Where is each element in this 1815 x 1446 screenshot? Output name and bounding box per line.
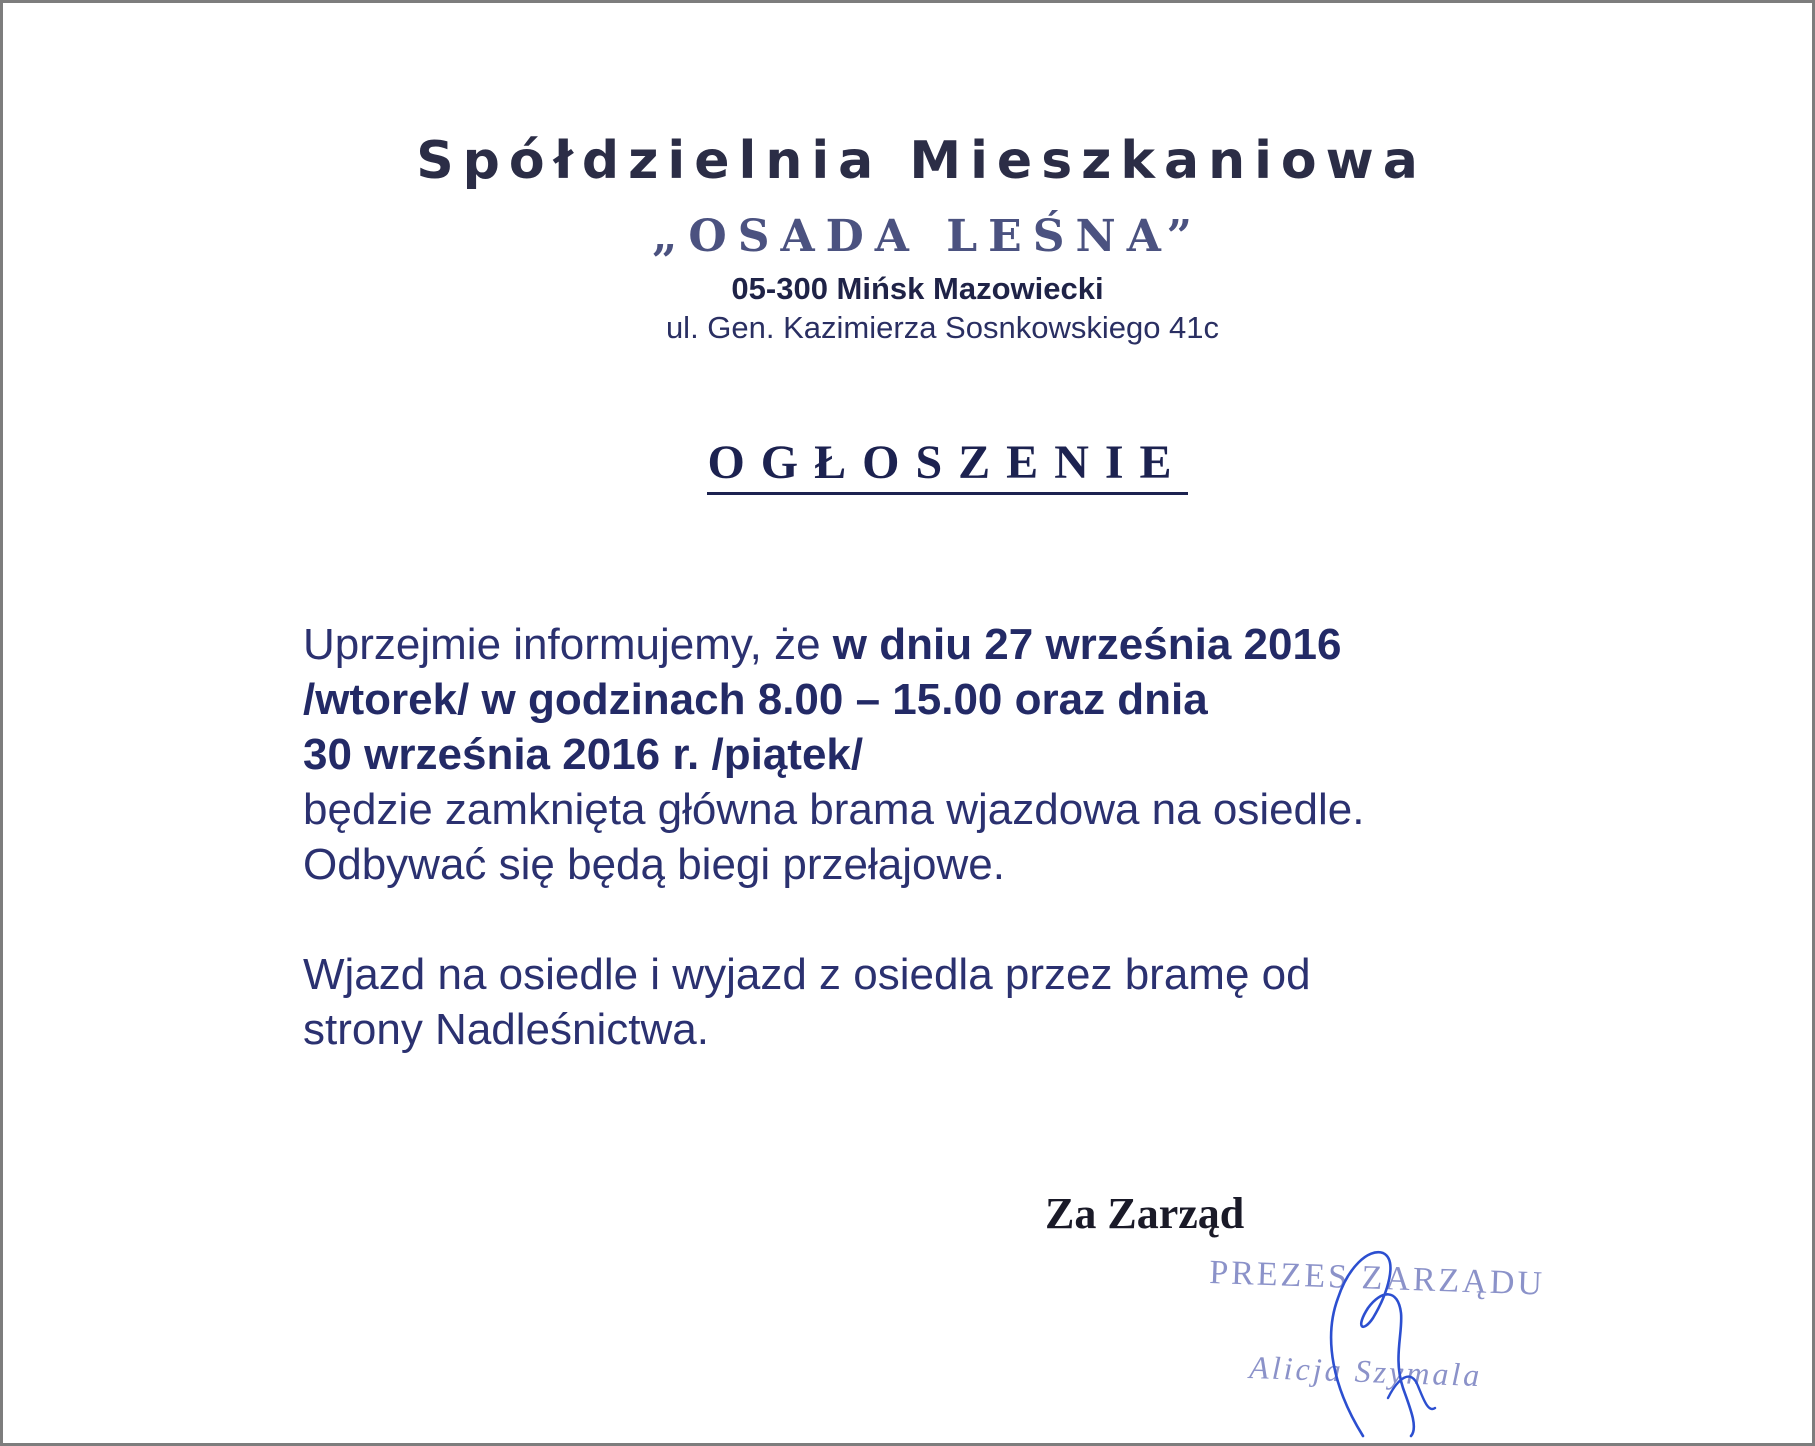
signoff-label: Za Zarząd [1045,1189,1245,1238]
handwritten-signature [1293,1238,1483,1438]
address-city: 05-300 Mińsk Mazowiecki [731,271,1104,306]
announcement-body [303,617,1553,1057]
organization-subname: „OSADA LEŚNA” [652,211,1203,262]
organization-name: Spółdzielnia Mieszkaniowa [416,131,1427,191]
body-line-3 [303,727,1553,782]
address-street: ul. Gen. Kazimierza Sosnkowskiego 41c [665,310,1220,345]
body-line-2 [303,672,1553,727]
announcement-title: OGŁOSZENIE [707,436,1187,495]
paragraph-spacer [303,892,1553,947]
stamp-title: PREZES ZARZĄDU [1208,1254,1546,1303]
signature-stroke-2 [1388,1377,1435,1409]
body-line-2-bold: /wtorek/ w godzinach 8.00 – 15.00 oraz dnia [303,675,1208,724]
signature-stroke-1 [1331,1252,1414,1436]
body-line-4: będzie zamknięta główna brama wjazdowa na osiedle. [303,785,1365,834]
body-line-5: Odbywać się będą biegi przełajowe. [303,840,1005,889]
body-line-1 [303,617,1553,672]
stamp-name: Alicja Szymala [1248,1349,1483,1394]
announcement-title-block [3,436,1812,495]
body-line-7: strony Nadleśnictwa. [303,1005,709,1054]
body-line-3-bold: 30 września 2016 r. /piątek/ [303,730,864,779]
body-line-1-normal: Uprzejmie informujemy, że [303,620,833,669]
body-line-6: Wjazd na osiedle i wyjazd z osiedla przez bramę od [303,950,1311,999]
body-line-1-bold: w dniu 27 września 2016 [832,620,1342,669]
